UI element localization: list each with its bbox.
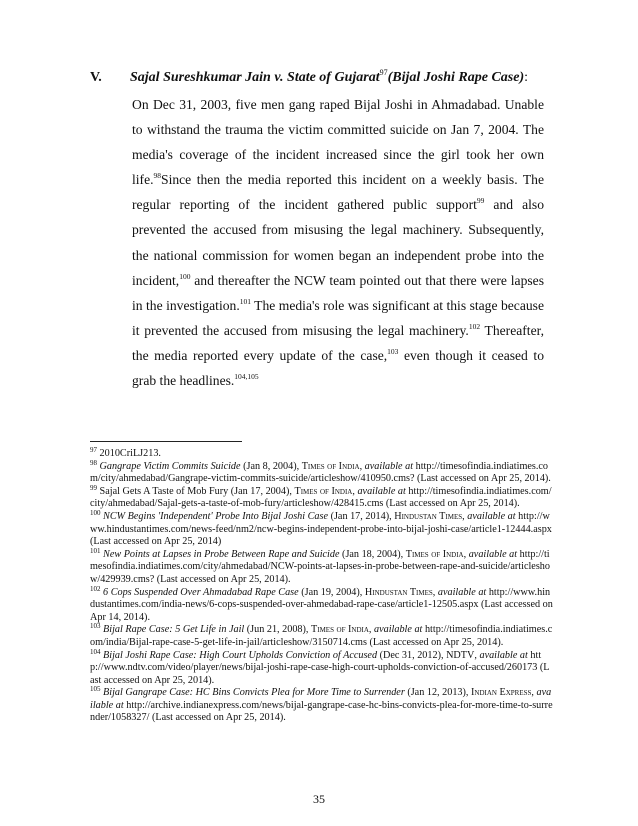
- footnote-number: 100: [90, 508, 101, 517]
- footnote-date: (Dec 31, 2012),: [377, 649, 447, 661]
- footnote-url: http://www.hindustantimes.com/news-feed/nm2/ncw-begins-independent-probe-into-bijal-joshi-case/article1-12444.aspx (Last accessed on Apr 25, 2014): [90, 510, 552, 548]
- footnote-ref-103: 103: [387, 346, 399, 356]
- footnote-available-at: available at: [467, 510, 516, 522]
- footnote-ref-99: 99: [476, 196, 485, 206]
- footnote-date: (Jan 18, 2004),: [339, 548, 406, 560]
- body-text-segment: Thereafter, the media reported every update of the case,: [132, 322, 544, 363]
- footnote-105: [90, 687, 554, 725]
- footnote-98: [90, 458, 554, 486]
- footnote-number: 98: [90, 458, 97, 467]
- footnote-url: http://timesofindia.indiatimes.com/india/Bijal-rape-case-5-get-life-in-jail/articleshow/3150714.cms (Last accessed on Apr 25, 2014).: [90, 624, 553, 648]
- body-text-segment: and also prevented the accused from misusing the legal machinery. Subsequently, the national commission for women began an independent probe into the incident,: [132, 197, 544, 288]
- footnote-date: (Jan 8, 2004),: [240, 460, 302, 472]
- footnote-separator: ,: [474, 649, 480, 661]
- footnote-separator: ,: [463, 548, 469, 560]
- footnote-ref-98: 98: [153, 171, 162, 181]
- footnote-104: [90, 647, 554, 688]
- footnote-source: Times of India: [405, 548, 464, 560]
- footnote-number: 105: [90, 685, 101, 694]
- footnote-url: http://timesofindia.indiatimes.com/city/ahmedabad/Sajal-gets-a-taste-of-mob-fury/articleshow/428415.cms (Last accessed on Apr 25, 2014).: [90, 485, 552, 510]
- footnote-ref-102: 102: [468, 321, 481, 331]
- footnote-separator: ,: [368, 624, 374, 636]
- footnote-number: 99: [90, 483, 97, 492]
- footnote-number: 102: [90, 584, 101, 593]
- footnote-date: (Jan 17, 2014),: [328, 510, 395, 522]
- body-text-segment: and thereafter the NCW team pointed out that there were lapses in the investigation.: [132, 272, 544, 313]
- footnote-source: Indian Express: [471, 687, 532, 699]
- footnote-title: New Points at Lapses in Probe Between Rape and Suicide: [103, 548, 340, 560]
- body-text-segment: even though it ceased to grab the headlines.: [132, 347, 544, 389]
- section-numeral: V.: [90, 70, 102, 85]
- case-subtitle: (Bijal Joshi Rape Case): [387, 70, 525, 85]
- footnote-103: [90, 624, 554, 649]
- case-title: Sajal Sureshkumar Jain v. State of Gujarat: [130, 70, 380, 85]
- footnote-date: (Jan 19, 2004),: [298, 586, 365, 598]
- footnote-url: http://www.ndtv.com/video/player/news/bijal-joshi-rape-case-high-court-upholds-conviction-of-accused/260173 (Last accessed on Apr 25, 2014).: [90, 649, 550, 686]
- footnote-separator: ,: [462, 510, 468, 522]
- footnote-number: 103: [90, 622, 101, 631]
- footnote-ref-100: 100: [179, 271, 191, 281]
- body-paragraph: [132, 92, 544, 393]
- footnote-source: Times of India: [301, 460, 360, 472]
- footnote-title: 6 Cops Suspended Over Ahmadabad Rape Case: [103, 586, 299, 598]
- footnote-101: [90, 546, 554, 587]
- footnote-available-at: available at: [90, 687, 552, 711]
- footnote-available-at: available at: [374, 624, 423, 636]
- footnote-title: Bijal Joshi Rape Case: High Court Upholds Conviction of Accused: [103, 649, 378, 661]
- section-heading: [90, 68, 560, 88]
- footnote-ref-101: 101: [239, 296, 251, 306]
- footnote-99: [90, 483, 554, 511]
- footnote-ref-104-105: 104,105: [234, 372, 259, 382]
- footnote-url: http://timesofindia.indiatimes.com/city/ahmedabad/Gangrape-victim-commits-suicide/articleshow/410950.cms? (Last accessed on Apr 25, 2014).: [90, 460, 551, 485]
- footnote-source: Times of India: [311, 624, 369, 636]
- footnote-separator: ,: [359, 460, 365, 472]
- footnote-url: http://archive.indianexpress.com/news/bijal-gangrape-case-hc-bins-convicts-plea-for-more-time-to-surrender/1058327/ (Last accessed on Apr 25, 2014).: [90, 699, 553, 724]
- footnote-title: Gangrape Victim Commits Suicide: [99, 460, 241, 472]
- footnote-100: [90, 508, 554, 549]
- footnote-available-at: available at: [437, 586, 487, 598]
- footnote-number: 101: [90, 546, 101, 555]
- footnote-title: NCW Begins 'Independent' Probe Into Bijal Joshi Case: [103, 510, 329, 522]
- footnote-separator: ,: [432, 586, 438, 598]
- footnote-source: Hindustan Times: [364, 586, 433, 598]
- footnote-available-at: available at: [357, 485, 406, 497]
- footnote-date: (Jun 21, 2008),: [244, 624, 312, 636]
- footnote-url: http://timesofindia.indiatimes.com/city/ahmedabad/NCW-points-at-lapses-in-probe-between-rape-and-suicide/articleshow/429939.cms? (Last accessed on Apr 25, 2014).: [90, 548, 550, 585]
- footnote-available-at: available at: [468, 548, 518, 560]
- body-text-segment: The media's role was significant at this stage because it prevented the accused from misusing the legal machinery.: [132, 297, 544, 338]
- footnote-text: Sajal Gets A Taste of Mob Fury (Jan 17, 2004),: [99, 485, 295, 497]
- footnote-url: http://www.hindustantimes.com/india-news/6-cops-suspended-over-ahmedabad-rape-case/article1-12505.aspx (Last accessed on Apr 14, 2014).: [90, 586, 553, 623]
- footnote-source: NDTV: [446, 649, 475, 661]
- body-text-segment: Since then the media reported this incident on a weekly basis. The regular reporting of the incident gathered public support: [132, 172, 544, 213]
- footnote-102: [90, 584, 554, 625]
- footnote-source: Times of India: [294, 485, 353, 497]
- footnote-number: 97: [90, 446, 97, 454]
- footnote-title: Bijal Rape Case: 5 Get Life in Jail: [103, 624, 245, 636]
- footnote-ref-97: 97: [379, 68, 388, 77]
- footnote-separator: ,: [531, 687, 537, 699]
- footnote-number: 104: [90, 647, 101, 656]
- page-number: 35: [313, 792, 325, 806]
- footnote-available-at: available at: [479, 649, 528, 661]
- footnote-divider: [90, 441, 242, 442]
- footnote-title: Bijal Gangrape Case: HC Bins Convicts Plea for More Time to Surrender: [103, 687, 405, 699]
- footnote-text: 2010CriLJ213.: [99, 448, 161, 459]
- footnotes-section: [90, 448, 554, 725]
- heading-colon: :: [524, 70, 528, 85]
- footnote-separator: ,: [352, 485, 358, 497]
- body-text-segment: On Dec 31, 2003, five men gang raped Bijal Joshi in Ahmadabad. Unable to withstand the trauma the victim committed suicide on Jan 7, 2004. The media's coverage of the incident increased since the girl took her own life.: [132, 97, 544, 188]
- footnote-97: [90, 448, 554, 461]
- footnote-available-at: available at: [364, 460, 414, 472]
- footnote-date: (Jan 12, 2013),: [404, 687, 471, 699]
- footnote-source: Hindustan Times: [394, 510, 463, 522]
